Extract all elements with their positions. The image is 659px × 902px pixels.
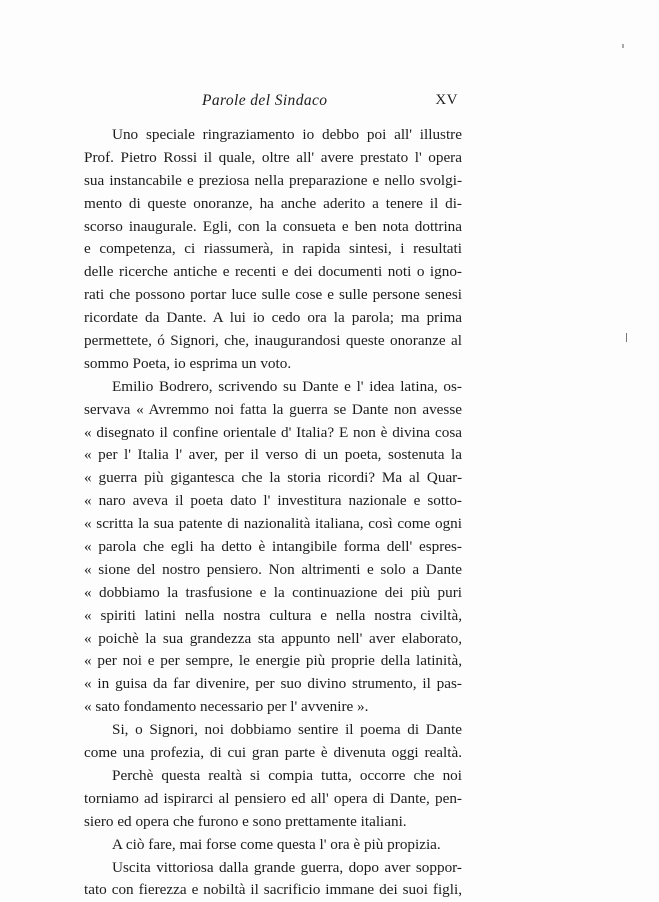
text-line: servava « Avremmo noi fatta la guerra se Dante non avesse (84, 400, 462, 418)
text-line: Prof. Pietro Rossi il quale, oltre all' avere prestato l' opera (84, 148, 462, 166)
text-line: sommo Poeta, io esprima un voto. (84, 354, 292, 372)
text-line: « scritta la sua patente di nazionalità italiana, così come ogni (84, 515, 462, 533)
text-line: scorso inaugurale. Egli, con la consueta e ben nota dottrina (84, 217, 462, 235)
text-line: siero ed opera che furono e sono prettamente italiani. (84, 812, 407, 830)
text-line: Perchè questa realtà si compia tutta, occorre che noi (112, 766, 462, 784)
body-text (84, 124, 462, 902)
text-line: A ciò fare, mai forse come questa l' ora è più propizia. (112, 835, 441, 853)
text-line: mento di queste onoranze, ha anche aderito a tenere il di- (84, 194, 462, 212)
text-line: « spiriti latini nella nostra cultura e nella nostra civiltà, (84, 606, 462, 624)
text-line: ricordate da Dante. A lui io cedo ora la parola; ma prima (84, 309, 462, 327)
text-line: « naro aveva il poeta dato l' investitura nazionale e sotto- (84, 492, 462, 510)
text-line: rati che possono portar luce sulle cose e sulle persone senesi (84, 286, 462, 304)
text-line: Uno speciale ringraziamento io debbo poi all' illustre (112, 126, 462, 143)
text-line: delle ricerche antiche e recenti e dei documenti noti o igno- (84, 263, 462, 281)
scan-speck (622, 44, 624, 48)
text-line: « disegnato il confine orientale d' Italia? E non è divina cosa (84, 423, 462, 441)
text-line: sua instancabile e preziosa nella preparazione e nello svolgi- (84, 171, 462, 189)
text-line: « parola che egli ha detto è intangibile forma dell' espres- (84, 538, 462, 556)
text-line: Si, o Signori, noi dobbiamo sentire il poema di Dante (112, 721, 462, 739)
text-line: e competenza, ci riassumerà, in rapida sintesi, i resultati (84, 240, 462, 258)
page-number: XV (435, 92, 458, 108)
text-line: permettete, ó Signori, che, inaugurandosi queste onoranze al (84, 332, 462, 350)
running-title: Parole del Sindaco (202, 92, 328, 109)
text-line: « in guisa da far divenire, per suo divino strumento, il pas- (84, 675, 462, 693)
text-line: « per noi e per sempre, le energie più proprie della latinità, (84, 652, 462, 670)
scan-speck (626, 333, 627, 342)
text-line: torniamo ad ispirarci al pensiero ed all' opera di Dante, pen- (84, 789, 462, 807)
running-header (86, 92, 464, 114)
text-line: tato con fierezza e nobiltà il sacrificio immane dei suoi figli, (84, 881, 462, 899)
text-line: « guerra più gigantesca che la storia ricordi? Ma al Quar- (84, 469, 462, 487)
text-line: « poichè la sua grandezza sta appunto nell' aver elaborato, (84, 629, 462, 647)
text-line: « per l' Italia l' aver, per il verso di un poeta, sostenuta la (84, 446, 462, 464)
text-line: come una profezia, di cui gran parte è divenuta oggi realtà. (84, 744, 462, 762)
text-line: « sato fondamento necessario per l' avvenire ». (84, 698, 369, 716)
text-line: « dobbiamo la trasfusione e la continuazione dei più puri (84, 583, 462, 601)
text-line: Emilio Bodrero, scrivendo su Dante e l' idea latina, os- (112, 377, 462, 395)
text-line: « sione del nostro pensiero. Non altrimenti e solo a Dante (84, 560, 462, 578)
text-line: Uscita vittoriosa dalla grande guerra, dopo aver soppor- (112, 858, 462, 876)
